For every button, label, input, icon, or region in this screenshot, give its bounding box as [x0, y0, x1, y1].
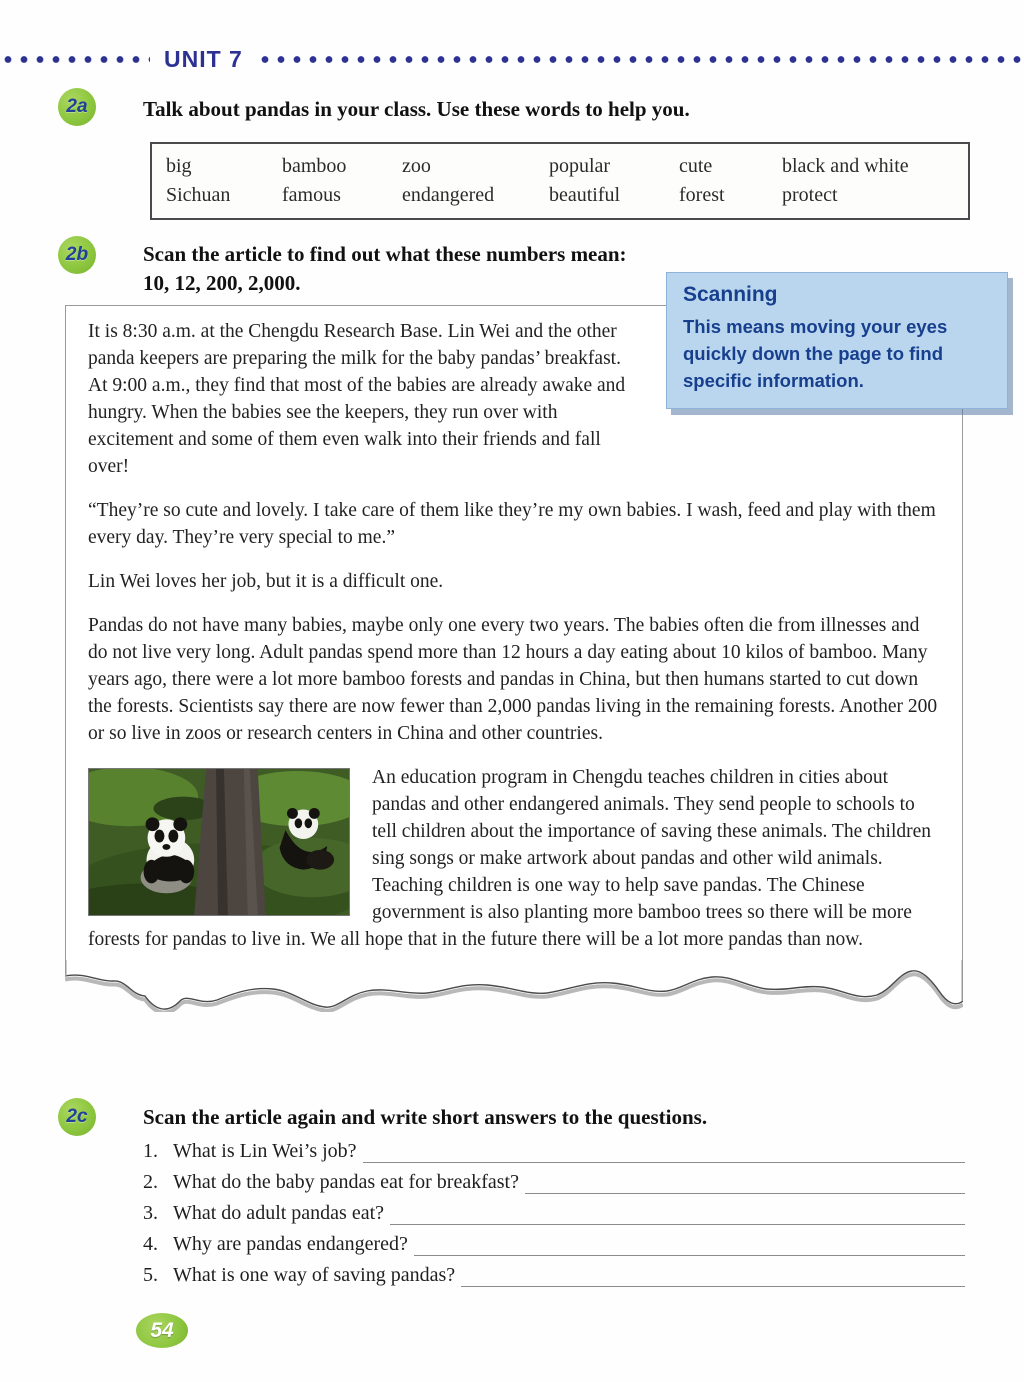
torn-paper-edge	[65, 960, 963, 1012]
question-number: 5.	[143, 1264, 158, 1286]
article-paragraph-5-block	[88, 764, 942, 959]
question-text: What do adult pandas eat?	[173, 1202, 385, 1224]
panda-photo	[88, 768, 350, 916]
question-number: 2.	[143, 1171, 158, 1193]
word: big	[166, 155, 192, 177]
section-2a-badge: 2a	[58, 88, 96, 126]
word: endangered	[402, 184, 495, 206]
word: popular	[549, 155, 611, 177]
answer-blank-5[interactable]	[461, 1266, 965, 1287]
question-row	[143, 1171, 965, 1194]
section-2c-title: Scan the article again and write short answers to the questions.	[143, 1105, 708, 1129]
article-paragraph-1: It is 8:30 a.m. at the Chengdu Research Base. Lin Wei and the other panda keepers are preparing the milk for the baby pandas’ breakfast. At 9:00 a.m., they find that most of the babies are already awake and hungry. When the babies see the keepers, they run over with excitement and some of them even walk into their friends and fall over!	[88, 321, 626, 477]
question-text: What do the baby pandas eat for breakfast?	[173, 1171, 519, 1193]
answer-blank-4[interactable]	[414, 1235, 965, 1256]
question-row	[143, 1264, 965, 1287]
question-number: 4.	[143, 1233, 158, 1255]
answer-blank-1[interactable]	[363, 1142, 965, 1163]
section-2a-title: Talk about pandas in your class. Use these words to help you.	[143, 97, 690, 121]
word: beautiful	[549, 184, 621, 206]
question-text: What is Lin Wei’s job?	[173, 1140, 357, 1162]
scanning-tip-box	[666, 272, 1008, 409]
answer-blank-2[interactable]	[525, 1173, 965, 1194]
scanning-tip-body: This means moving your eyes quickly down the page to find specific information.	[683, 316, 948, 391]
question-list	[143, 1140, 965, 1295]
word: famous	[282, 184, 341, 206]
page-number-badge: 54	[136, 1313, 188, 1348]
section-2c-badge: 2c	[58, 1098, 96, 1136]
scanning-tip-title: Scanning	[683, 283, 778, 306]
article-paragraph-2: “They’re so cute and lovely. I take care of them like they’re my own babies. I wash, feed and play with them every day. They’re very special to me.”	[88, 500, 936, 548]
reading-article	[65, 305, 963, 1012]
word: bamboo	[282, 155, 347, 177]
article-paragraph-3: Lin Wei loves her job, but it is a difficult one.	[88, 571, 444, 592]
unit-header	[0, 46, 1024, 73]
question-text: What is one way of saving pandas?	[173, 1264, 456, 1286]
word-box	[150, 142, 970, 220]
dotted-rule-right	[257, 55, 1024, 64]
question-number: 3.	[143, 1202, 158, 1224]
section-2b-title-line2: 10, 12, 200, 2,000.	[143, 271, 301, 295]
section-2b-badge: 2b	[58, 236, 96, 274]
question-row	[143, 1233, 965, 1256]
question-text: Why are pandas endangered?	[173, 1233, 408, 1255]
dotted-rule-left	[0, 55, 150, 64]
question-row	[143, 1202, 965, 1225]
unit-title: UNIT 7	[164, 46, 243, 72]
word: forest	[679, 184, 725, 206]
question-row	[143, 1140, 965, 1163]
word: Sichuan	[166, 184, 231, 206]
answer-blank-3[interactable]	[390, 1204, 965, 1225]
word: cute	[679, 155, 713, 177]
article-paragraph-4: Pandas do not have many babies, maybe only one every two years. The babies often die from illnesses and do not live very long. Adult pandas spend more than 12 hours a day eating about 10 kilos of bamboo. Many years ago, there were a lot more bamboo forests and pandas in China, but then humans started to cut down the forests. Scientists say there are now fewer than 2,000 pandas living in the remaining forests. Another 200 or so live in zoos or research centers in China and other countries.	[88, 615, 938, 744]
question-number: 1.	[143, 1140, 158, 1162]
word: black and white	[782, 155, 909, 177]
word: protect	[782, 184, 838, 206]
word: zoo	[402, 155, 431, 177]
section-2b-title-line1: Scan the article to find out what these numbers mean:	[143, 242, 627, 266]
article-paragraph-5: An education program in Chengdu teaches children in cities about pandas and other endangered animals. They send people to schools to tell children about the importance of saving these animals. The children sing songs or make artwork about pandas and other wild animals. Teaching children is one way to help save pandas. The Chinese government is also planting more bamboo trees so there will be more forests for pandas to live in. We all hope that in the future there will be a lot more pandas than now.	[88, 767, 932, 950]
